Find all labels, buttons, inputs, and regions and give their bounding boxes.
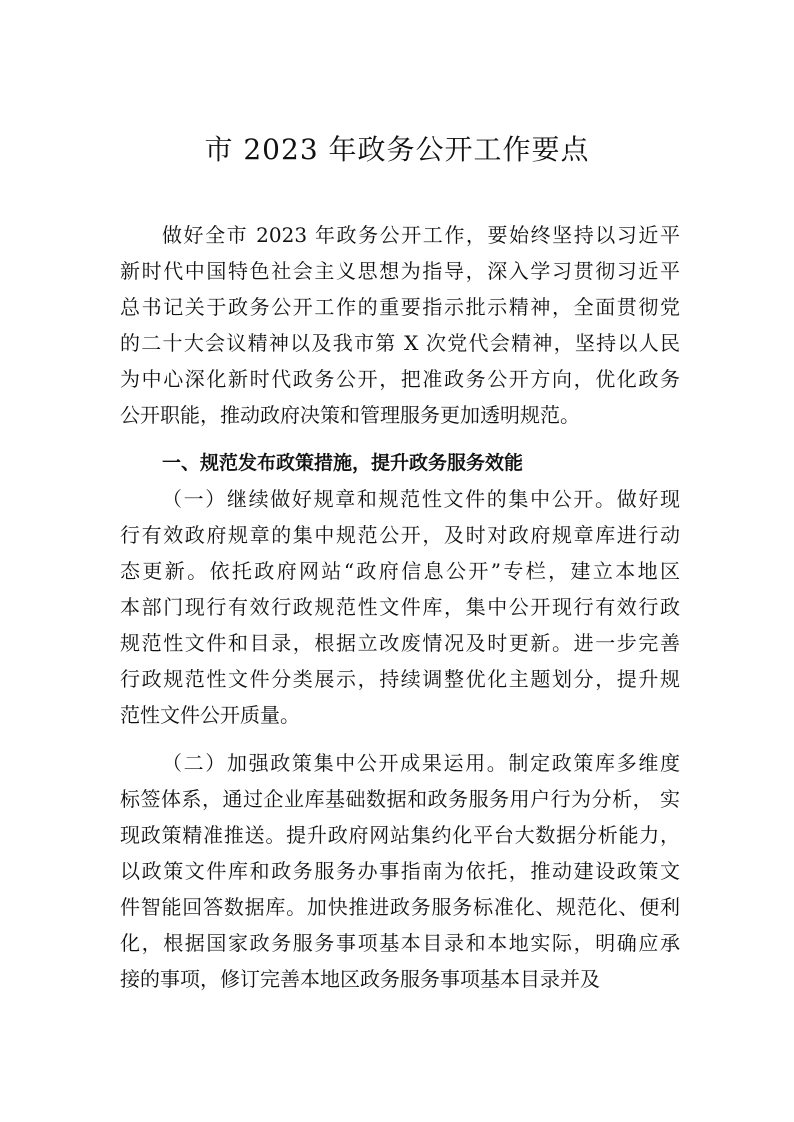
document-title: 市 2023 年政务公开工作要点 (204, 133, 590, 166)
intro-line: 公开职能，推动政府决策和管理服务更加透明规范。 (120, 403, 580, 427)
item1-line: 本部门现行有效行政规范性文件库，集中公开现行有效行政 (120, 595, 680, 619)
item2-line: 化，根据国家政务服务事项基本目录和本地实际，明确应承 (120, 931, 680, 955)
item1-line: 规范性文件和目录，根据立改废情况及时更新。进一步完善 (120, 631, 680, 655)
item2-line: 以政策文件库和政务服务办事指南为依托，推动建设政策文 (120, 859, 680, 883)
item1-line: 态更新。依托政府网站“政府信息公开”专栏，建立本地区 (120, 559, 680, 583)
item1-line: 行政规范性文件分类展示，持续调整优化主题划分，提升规 (120, 667, 680, 691)
item2-line: 现政策精准推送。提升政府网站集约化平台大数据分析能力， (120, 823, 680, 847)
intro-line: 的二十大会议精神以及我市第 X 次党代会精神，坚持以人民 (120, 331, 680, 355)
item1-line: （一）继续做好规章和规范性文件的集中公开。做好现 (162, 487, 680, 511)
intro-line: 总书记关于政务公开工作的重要指示批示精神，全面贯彻党 (120, 295, 680, 319)
section-heading: 一、规范发布政策措施，提升政务服务效能 (162, 452, 524, 474)
intro-line: 做好全市 2023 年政务公开工作，要始终坚持以习近平 (162, 223, 680, 247)
item2-line: （二）加强政策集中公开成果运用。制定政策库多维度 (162, 751, 680, 775)
intro-line: 为中心深化新时代政务公开，把准政务公开方向，优化政务 (120, 367, 680, 391)
item2-line: 标签体系，通过企业库基础数据和政务服务用户行为分析， 实 (120, 787, 680, 811)
item1-line: 范性文件公开质量。 (120, 703, 300, 727)
item1-line: 行有效政府规章的集中规范公开，及时对政府规章库进行动 (120, 523, 680, 547)
item2-line: 件智能回答数据库。加快推进政务服务标准化、规范化、便利 (120, 895, 680, 919)
item2-line: 接的事项，修订完善本地区政务服务事项基本目录并及 (120, 967, 600, 991)
intro-line: 新时代中国特色社会主义思想为指导，深入学习贯彻习近平 (120, 259, 680, 283)
